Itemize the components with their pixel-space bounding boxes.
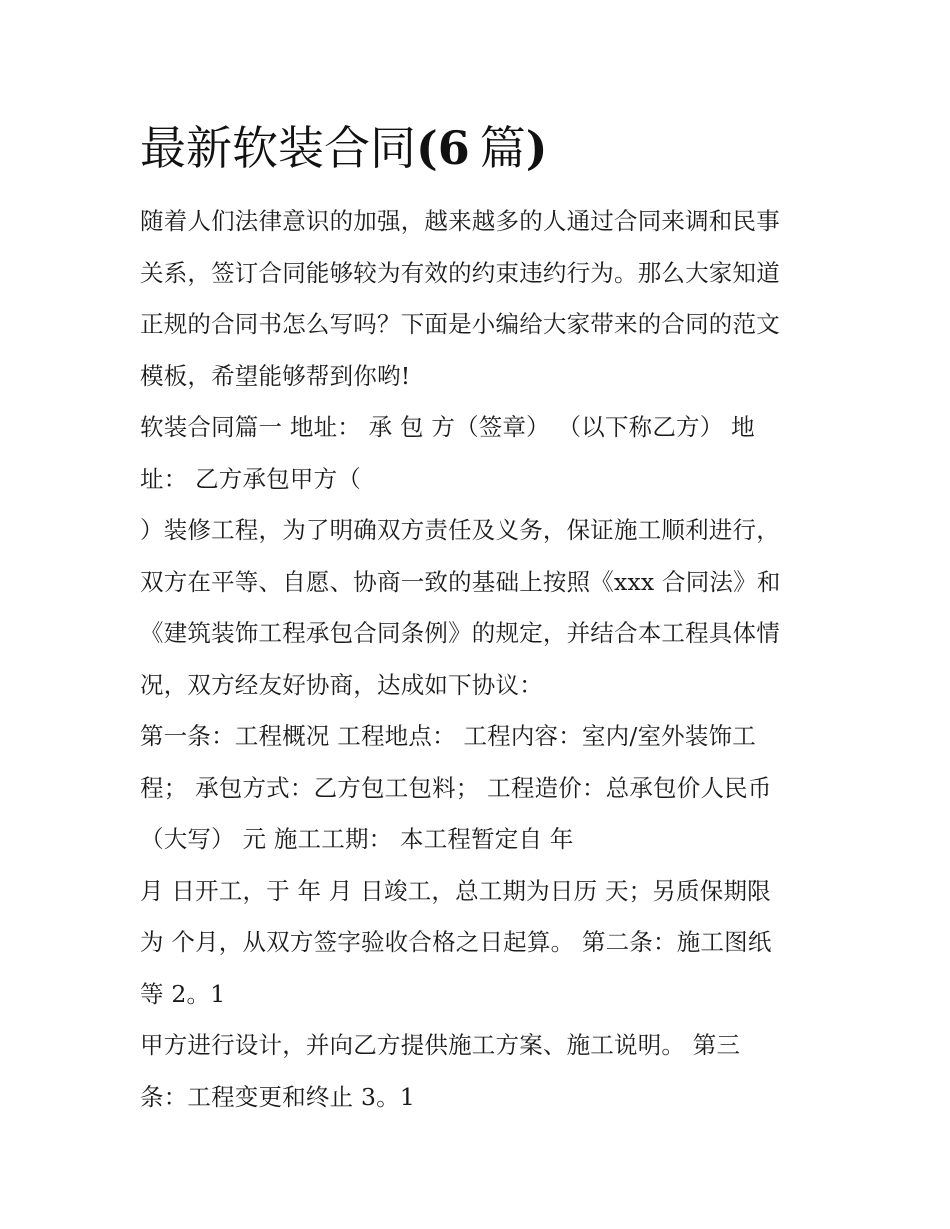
body-line: 关系，签订合同能够较为有效的约束违约行为。那么大家知道 — [140, 258, 780, 287]
body-line: 软装合同篇一 地址： 承 包 方（签章） （以下称乙方） 地 — [140, 413, 755, 441]
body-line: （大写） 元 施工工期： 本工程暂定自 年 — [140, 825, 574, 853]
body-line: 月 日开工，于 年 月 日竣工，总工期为日历 天；另质保期限 — [140, 876, 771, 905]
body-line: 双方在平等、自愿、协商一致的基础上按照《xxx 合同法》和 — [140, 567, 781, 596]
body-line: 址： 乙方承包甲方（ — [140, 464, 361, 493]
body-line: 随着人们法律意识的加强，越来越多的人通过合同来调和民事 — [140, 207, 780, 235]
body-line: 第一条：工程概况 工程地点： 工程内容：室内/室外装饰工 — [140, 722, 756, 750]
body-line: 《建筑装饰工程承包合同条例》的规定，并结合本工程具体情 — [140, 619, 780, 647]
body-line: 模板，希望能够帮到你哟! — [140, 361, 411, 390]
document-title — [140, 118, 548, 178]
title-close: ) — [525, 121, 548, 175]
title-main: 最新软装合同 — [140, 121, 416, 175]
body-line: ）装修工程，为了明确双方责任及义务，保证施工顺利进行， — [140, 516, 780, 544]
body-line: 正规的合同书怎么写吗？下面是小编给大家带来的合同的范文 — [140, 310, 780, 338]
body-line: 程； 承包方式：乙方包工包料； 工程造价：总承包价人民币 — [140, 773, 772, 802]
body-line: 况，双方经友好协商，达成如下协议： — [140, 670, 543, 699]
body-line: 为 个月，从双方签字验收合格之日起算。 第二条：施工图纸 — [140, 928, 772, 956]
body-line: 甲方进行设计，并向乙方提供施工方案、施工说明。 第三 — [140, 1031, 741, 1059]
title-count: (6 — [416, 121, 470, 175]
title-unit: 篇 — [479, 121, 526, 175]
body-line: 条：工程变更和终止 3。1 — [140, 1082, 415, 1111]
document-body — [140, 196, 830, 1123]
body-line: 等 2。1 — [140, 979, 226, 1008]
